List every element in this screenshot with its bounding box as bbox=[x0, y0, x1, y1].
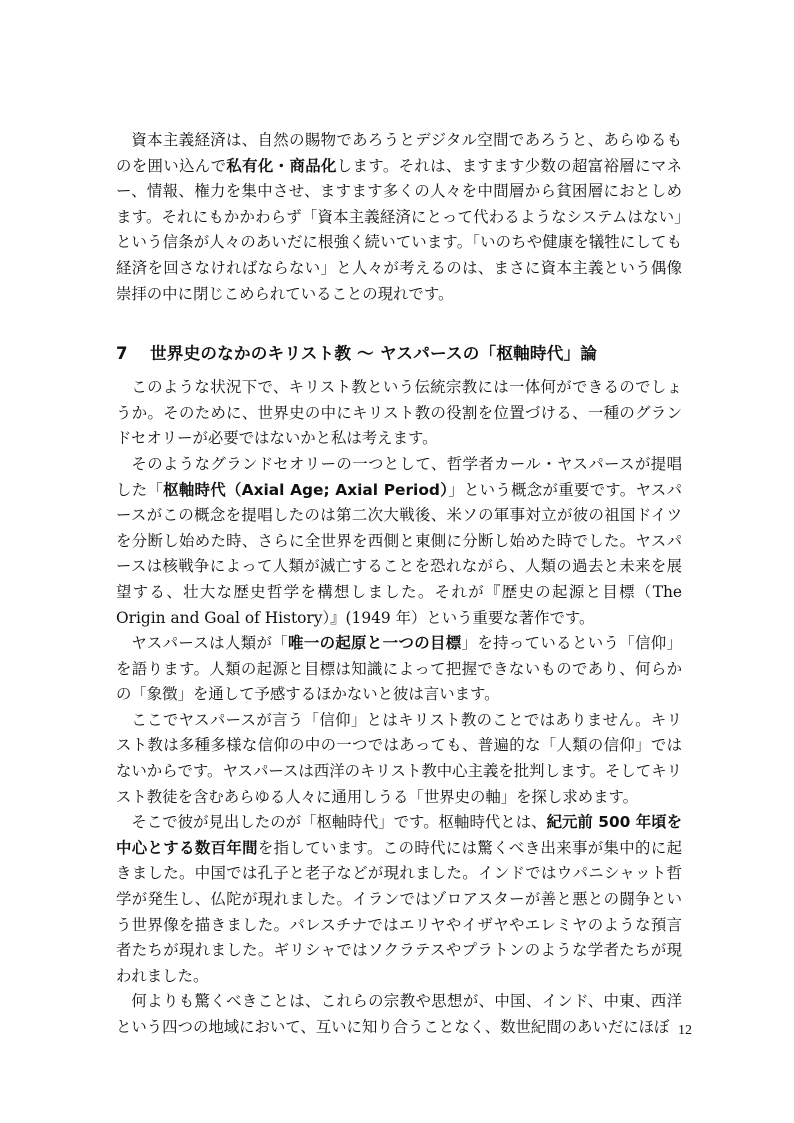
paragraph-text: 」という概念が重要です。ヤスパースがこの概念を提唱したのは第二次大戦後、米ソの軍事対立が彼の祖国ドイツを分断し始めた時、さらに全世界を西側と東側に分断し始めた時でした。ヤスパースは核戦争によって人類が滅亡することを恐れながら、人類の過去と未来を展望する、壮大な歴史哲学を構想しました。それが『歴史の起源と目標（The Origin and Goal of History）』(1949 年）という重要な著作です。 bbox=[116, 480, 682, 627]
paragraph-axial-age-concept bbox=[116, 452, 682, 631]
bold-phrase-500bc: 紀元前 500 年頃を中心とする数百年間 bbox=[116, 813, 682, 857]
bold-phrase-privatization: 私有化・商品化 bbox=[226, 156, 337, 175]
paragraph-text: します。それは、ますます少数の超富裕層にマネー、情報、権力を集中させ、ますます多くの人々を中間層から貧困層におとしめます。それにもかかわらず「資本主義経済にとって代わるようなシステムはない」という信条が人々のあいだに根強く続いています。「いのちや健康を犠牲にしても経済を回さなければならない」と人々が考えるのは、まさに資本主義という偶像崇拝の中に閉じこめられていることの現れです。 bbox=[116, 156, 682, 303]
paragraph-situation: このような状況下で、キリスト教という伝統宗教には一体何ができるのでしょうか。そのために、世界史の中にキリスト教の役割を位置づける、一種のグランドセオリーが必要ではないかと私は考えます。 bbox=[116, 378, 682, 448]
page-body bbox=[116, 128, 682, 1041]
paragraph-text: を指しています。この時代には驚くべき出来事が集中的に起きました。中国では孔子と老子などが現れました。インドではウパニシャット哲学が発生し、仏陀が現れました。イランではゾロアスターが善と悪との闘争という世界像を描きました。パレスチナではエリヤやイザヤやエレミヤのような預言者たちが現れました。ギリシャではソクラテスやプラトンのような学者たちが現われました。 bbox=[116, 838, 682, 985]
page-number: 12 bbox=[678, 1023, 692, 1038]
section-number: 7 bbox=[116, 344, 128, 364]
paragraph-text: そのようなグランドセオリーの一つとして、哲学者カール・ヤスパースが提唱した「 bbox=[116, 454, 682, 499]
bold-phrase-origin-goal: 唯一の起原と一つの目標 bbox=[288, 634, 462, 653]
paragraph-text: そこで彼が見出したのが「枢軸時代」です。枢軸時代とは、 bbox=[131, 813, 547, 832]
paragraph-capitalism bbox=[116, 128, 682, 307]
section-heading bbox=[116, 341, 682, 367]
paragraph-faith bbox=[116, 631, 682, 708]
section-title: 世界史のなかのキリスト教 ～ ヤスパースの「枢軸時代」論 bbox=[150, 344, 598, 364]
paragraph-axial-period bbox=[116, 810, 682, 989]
paragraph-four-regions: 何よりも驚くべきことは、これらの宗教や思想が、中国、インド、中東、西洋という四つの地域において、互いに知り合うことなく、数世紀間のあいだにほぼ bbox=[116, 992, 682, 1036]
paragraph-text: 資本主義経済は、自然の賜物であろうとデジタル空間であろうと、あらゆるものを囲い込んで bbox=[116, 131, 682, 175]
paragraph-text: ヤスパースは人類が「 bbox=[131, 634, 289, 653]
bold-phrase-axial-age: 枢軸時代（Axial Age; Axial Period） bbox=[163, 480, 449, 499]
paragraph-text: 」を持っているという「信仰」を語ります。人類の起源と目標は知識によって把握できないものであり、何らかの「象徴」を通して予感するほかないと彼は言います。 bbox=[116, 634, 682, 704]
paragraph-world-history-axis: ここでヤスパースが言う「信仰」とはキリスト教のことではありません。キリスト教は多種多様な信仰の中の一つではあっても、普遍的な「人類の信仰」ではないからです。ヤスパースは西洋のキリスト教中心主義を批判します。そしてキリスト教徒を含むあらゆる人々に通用しうる「世界史の軸」を探し求めます。 bbox=[116, 710, 682, 806]
